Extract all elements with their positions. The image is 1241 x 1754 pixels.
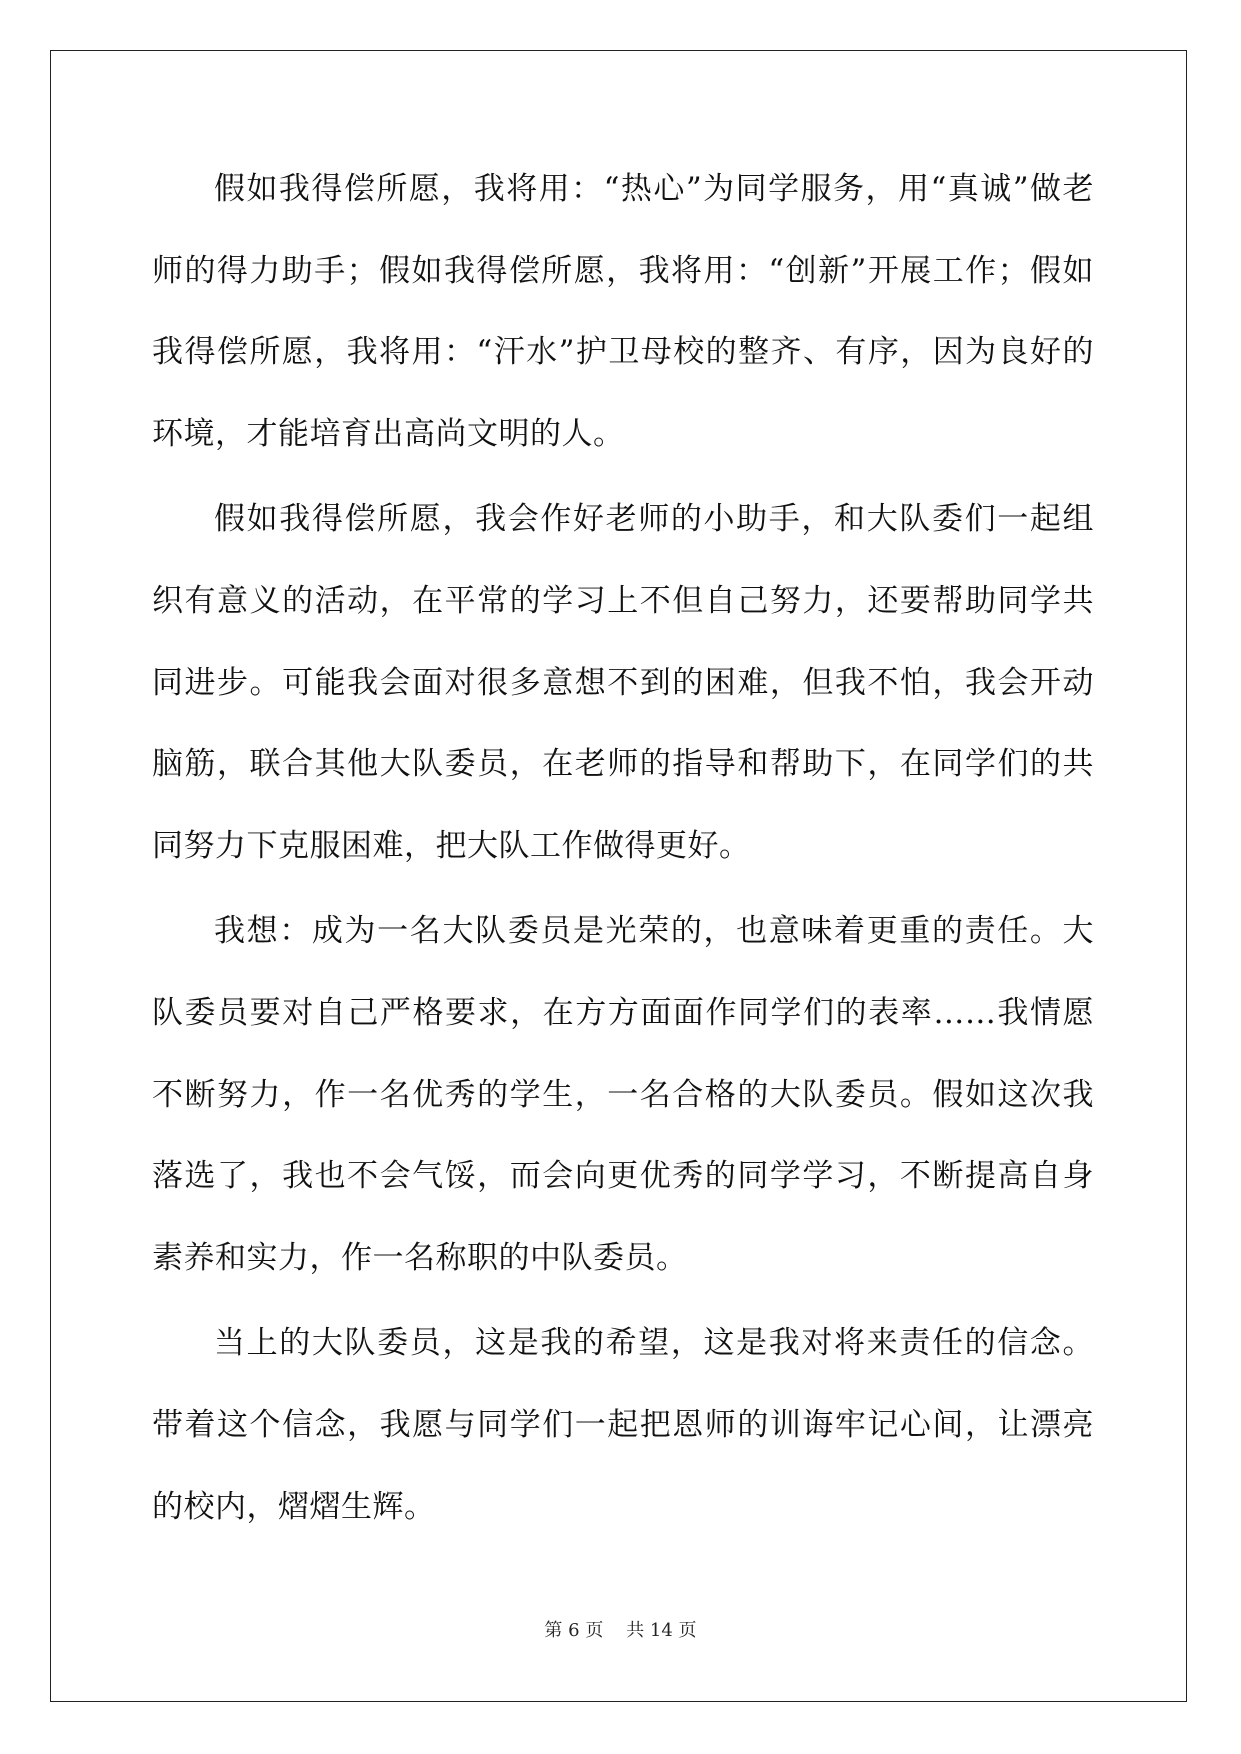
document-body — [152, 149, 1094, 1552]
page-number-footer: 第 6 页 共 14 页 — [544, 1620, 697, 1641]
paragraph-2: 假如我得偿所愿，我会作好老师的小助手，和大队委们一起组织有意义的活动，在平常的学习上不但自己努力，还要帮助同学共同进步。可能我会面对很多意想不到的困难，但我不怕，我会开动脑筋，联合其他大队委员，在老师的指导和帮助下，在同学们的共同努力下克服困难，把大队工作做得更好。 — [152, 501, 1094, 864]
paragraph-3: 我想：成为一名大队委员是光荣的，也意味着更重的责任。大队委员要对自己严格要求，在方方面面作同学们的表率……我情愿不断努力，作一名优秀的学生，一名合格的大队委员。假如这次我落选了，我也不会气馁，而会向更优秀的同学学习，不断提高自身素养和实力，作一名称职的中队委员。 — [152, 913, 1094, 1276]
paragraph-1: 假如我得偿所愿，我将用：“热心”为同学服务，用“真诚”做老师的得力助手；假如我得偿所愿，我将用：“创新”开展工作；假如我得偿所愿，我将用：“汗水”护卫母校的整齐、有序，因为良好的环境，才能培育出高尚文明的人。 — [152, 171, 1094, 452]
paragraph-4: 当上的大队委员，这是我的希望，这是我对将来责任的信念。带着这个信念，我愿与同学们一起把恩师的训诲牢记心间，让漂亮的校内，熠熠生辉。 — [152, 1325, 1094, 1525]
